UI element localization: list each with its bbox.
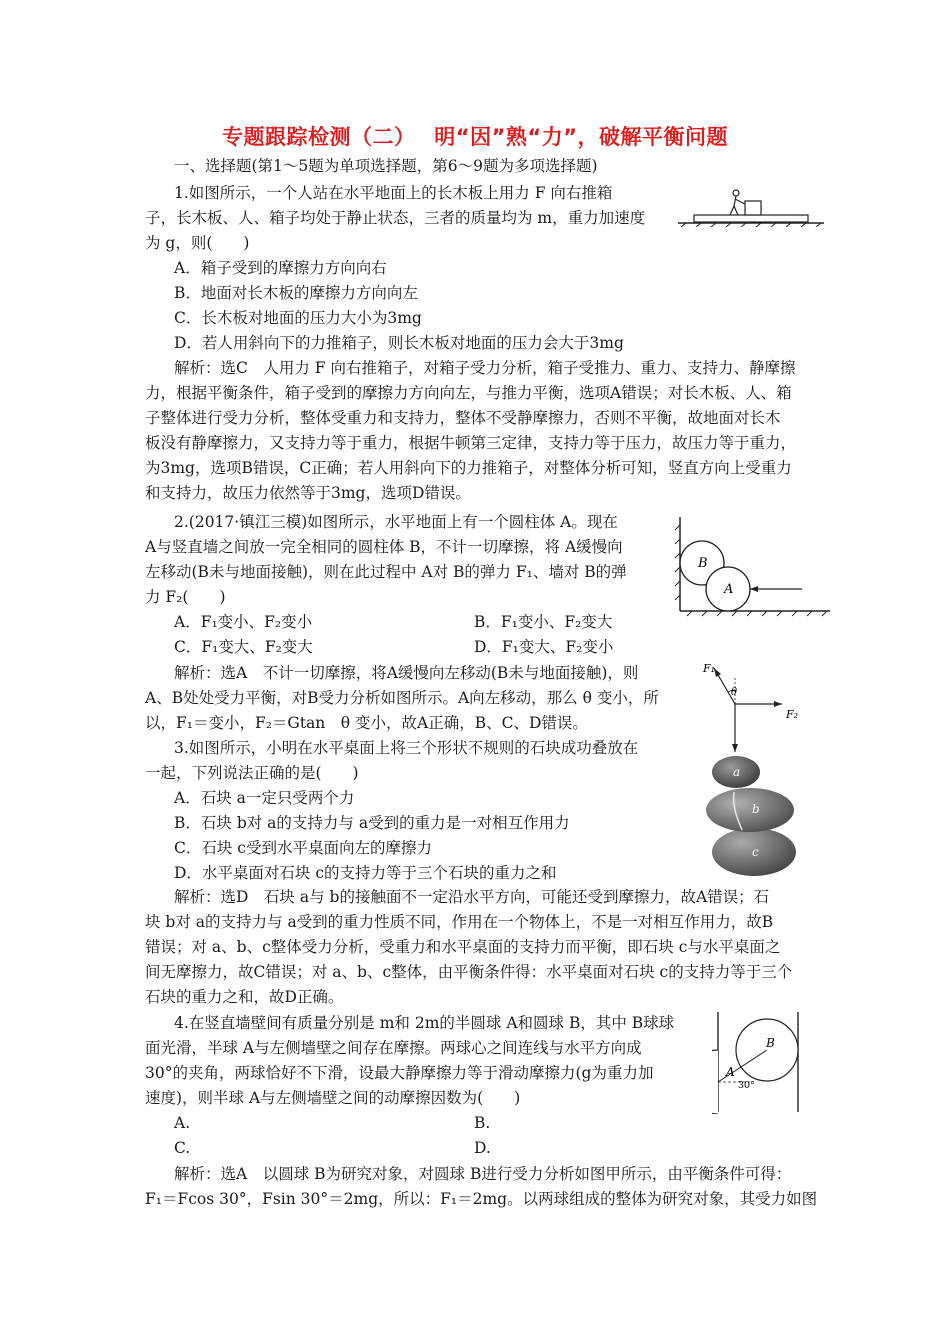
stone-b bbox=[706, 788, 794, 832]
q2-force-label-theta: θ bbox=[731, 687, 738, 698]
q3-figure bbox=[702, 752, 802, 878]
q2-force-label-f2: F₂ bbox=[786, 708, 799, 721]
q1-figure bbox=[676, 185, 826, 227]
q4-fig-label-angle: 30° bbox=[738, 1080, 755, 1091]
stone-label-b: b bbox=[752, 802, 760, 816]
q4-analysis-line: 解析：选A 以圆球 B为研究对象，对圆球 B进行受力分析如图甲所示，由平衡条件可得： bbox=[174, 1165, 792, 1183]
q1-stem-line: 为 g，则( ) bbox=[145, 234, 250, 252]
q3-analysis-line: 间无摩擦力，故C错误；对 a、b、c整体，由平衡条件得：水平桌面对石块 c的支持力等于三个 bbox=[145, 963, 793, 981]
q4-fig-label-b: B bbox=[766, 1036, 775, 1050]
q2-force-label-f1: F₁ bbox=[703, 662, 716, 675]
q2-option-b: B．F₁变小、F₂变大 bbox=[474, 613, 613, 631]
q3-analysis-line: 石块的重力之和，故D正确。 bbox=[145, 988, 344, 1006]
q4-stem-line: 面光滑，半球 A与左侧墙壁之间存在摩擦。两球心之间连线与水平方向成 bbox=[145, 1039, 642, 1057]
q1-analysis-line: 力，根据平衡条件，箱子受到的摩擦力方向向左，与推力平衡，选项A错误；对长木板、人、箱 bbox=[145, 384, 792, 402]
q3-option-a: A．石块 a一定只受两个力 bbox=[174, 789, 355, 807]
q3-option-c: C．石块 c受到水平桌面向左的摩擦力 bbox=[174, 839, 432, 857]
q4-option-b: B. bbox=[474, 1114, 491, 1132]
q3-analysis-line: 解析：选D 石块 a与 b的接触面不一定沿水平方向，可能还受到摩擦力，故A错误；石 bbox=[174, 888, 770, 906]
q2-analysis-line: 以，F₁＝变小，F₂＝Gtan θ 变小，故A正确，B、C、D错误。 bbox=[145, 714, 588, 732]
q2-force-diagram bbox=[698, 660, 808, 754]
stone-label-c: c bbox=[752, 845, 759, 859]
q4-option-a: A. bbox=[174, 1114, 191, 1132]
q2-option-a: A．F₁变小、F₂变小 bbox=[174, 613, 313, 631]
q2-option-c: C．F₁变大、F₂变大 bbox=[174, 638, 313, 656]
q4-fig-label-a: A bbox=[726, 1065, 735, 1079]
q2-analysis-line: 解析：选A 不计一切摩擦，将A缓慢向左移动(B未与地面接触)，则 bbox=[174, 664, 639, 682]
q4-stem-line: 30°的夹角，两球恰好不下滑，设最大静摩擦力等于滑动摩擦力(g为重力加 bbox=[145, 1064, 654, 1082]
q1-option-c: C．长木板对地面的压力大小为3mg bbox=[174, 309, 422, 327]
q4-figure bbox=[712, 1012, 806, 1114]
q4-option-d: D. bbox=[474, 1139, 491, 1157]
q3-stem-line: 一起，下列说法正确的是( ) bbox=[145, 764, 359, 782]
q3-analysis-line: 错误；对 a、b、c整体受力分析，受重力和水平桌面的支持力而平衡，即石块 c与水平桌面之 bbox=[145, 938, 781, 956]
q3-option-d: D．水平桌面对石块 c的支持力等于三个石块的重力之和 bbox=[174, 864, 557, 882]
q2-stem-line: 力 F₂( ) bbox=[145, 588, 226, 606]
q3-stem-line: 3.如图所示，小明在水平桌面上将三个形状不规则的石块成功叠放在 bbox=[174, 739, 639, 757]
q1-stem-line: 1.如图所示，一个人站在水平地面上的长木板上用力 F 向右推箱 bbox=[174, 184, 613, 202]
q2-analysis-line: A、B处处受力平衡，对B受力分析如图所示。A向左移动，那么 θ 变小，所 bbox=[145, 689, 659, 707]
q1-option-a: A．箱子受到的摩擦力方向向右 bbox=[174, 259, 387, 277]
q2-fig-label-a: A bbox=[724, 582, 734, 597]
page-title: 专题跟踪检测（二） 明“因”熟“力”，破解平衡问题 bbox=[221, 125, 729, 149]
q3-option-b: B．石块 b对 a的支持力与 a受到的重力是一对相互作用力 bbox=[174, 814, 570, 832]
q4-option-c: C. bbox=[174, 1139, 191, 1157]
q2-option-d: D．F₁变大、F₂变小 bbox=[474, 638, 614, 656]
q1-analysis-line: 解析：选C 人用力 F 向右推箱子，对箱子受力分析，箱子受推力、重力、支持力、静摩擦 bbox=[174, 359, 796, 377]
q1-analysis-line: 为3mg，选项B错误，C正确；若人用斜向下的力推箱子，对整体分析可知，竖直方向上受重力 bbox=[145, 459, 792, 477]
q1-analysis-line: 和支持力，故压力依然等于3mg，选项D错误。 bbox=[145, 484, 471, 502]
q2-stem-line: 左移动(B未与地面接触)，则在此过程中 A对 B的弹力 F₁、墙对 B的弹 bbox=[145, 563, 627, 581]
q2-stem-line: 2.(2017·镇江三模)如图所示，水平地面上有一个圆柱体 A。现在 bbox=[174, 513, 618, 531]
q2-fig-label-b: B bbox=[698, 556, 708, 571]
q1-option-d: D．若人用斜向下的力推箱子，则长木板对地面的压力会大于3mg bbox=[174, 334, 624, 352]
q1-analysis-line: 板没有静摩擦力，又支持力等于重力，根据牛顿第三定律，支持力等于压力，故压力等于重力， bbox=[145, 434, 797, 452]
section-heading: 一、选择题(第1～5题为单项选择题，第6～9题为多项选择题) bbox=[174, 157, 598, 175]
stone-label-a: a bbox=[733, 765, 741, 779]
q2-figure bbox=[672, 517, 832, 619]
q4-stem-line: 4.在竖直墙壁间有质量分别是 m和 2m的半圆球 A和圆球 B，其中 B球球 bbox=[174, 1014, 675, 1032]
q1-stem-line: 子，长木板、人、箱子均处于静止状态，三者的质量均为 m，重力加速度 bbox=[145, 209, 646, 227]
q4-analysis-line: F₁＝Fcos 30°，Fsin 30°＝2mg，所以：F₁＝2mg。以两球组成的整体为研究对象，其受力如图 bbox=[145, 1190, 818, 1208]
q4-stem-line: 速度)，则半球 A与左侧墙壁之间的动摩擦因数为( ) bbox=[145, 1089, 521, 1107]
q1-option-b: B．地面对长木板的摩擦力方向向左 bbox=[174, 284, 418, 302]
q1-analysis-line: 子整体进行受力分析，整体受重力和支持力，整体不受静摩擦力，否则不平衡，故地面对长木 bbox=[145, 409, 781, 427]
q2-stem-line: A与竖直墙之间放一完全相同的圆柱体 B，不计一切摩擦，将 A缓慢向 bbox=[145, 538, 623, 556]
q3-analysis-line: 块 b对 a的支持力与 a受到的重力性质不同，作用在一个物体上，不是一对相互作用力，故B bbox=[145, 913, 774, 931]
